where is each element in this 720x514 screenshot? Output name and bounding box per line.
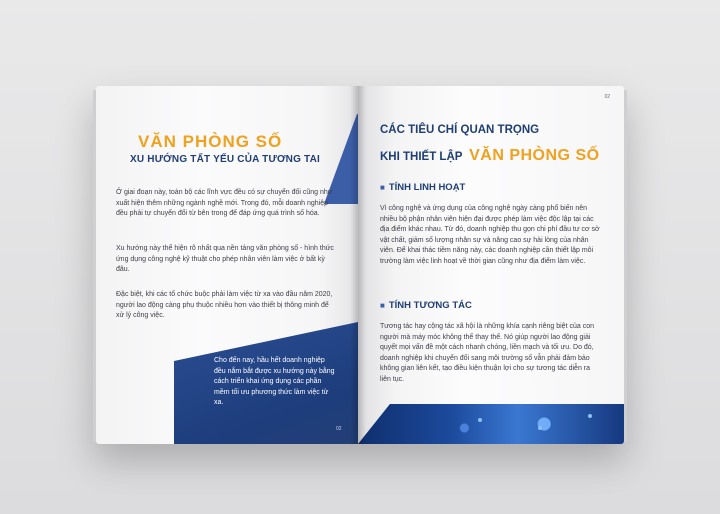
section-text-flexibility: Vì công nghệ và ứng dụng của công nghệ ngày càng phổ biến nên nhiều bộ phận nhân viên hiện đại được phép làm việc độc lập tại các địa điểm khác nhau. Từ đó, doanh nghiệp thu gọn chi phí đầu tư cơ sở vật chất, giảm số lượng nhân sự và nâng cao sự hài lòng của nhân viên. Để khai thác tiềm năng này, các doanh nghiệp cần thiết lập môi trường làm việc linh hoạt về thời gian cũng như địa điểm làm việc. xyxy=(380,205,600,265)
glow-dot xyxy=(538,426,542,430)
right-page-number: 02 xyxy=(604,94,610,100)
right-page xyxy=(358,86,624,444)
left-title: VĂN PHÒNG SỐ xyxy=(138,132,283,151)
section-heading-interaction xyxy=(380,300,472,311)
right-title-plain: KHI THIẾT LẬP xyxy=(380,151,463,163)
right-title-accent: VĂN PHÒNG SỐ xyxy=(469,147,600,164)
bullet-icon: ■ xyxy=(380,301,385,310)
left-page xyxy=(96,86,358,444)
section-heading-text: TÍNH TƯƠNG TÁC xyxy=(388,300,472,311)
section-heading-flexibility xyxy=(380,182,465,193)
highlight-text: Cho đến nay, hầu hết doanh nghiệp đều nắm bắt được xu hướng này bằng cách triển khai ứng dụng các phần mềm tối ưu phương thức làm việc từ xa. xyxy=(214,357,335,406)
right-title-line-1: CÁC TIÊU CHÍ QUAN TRỌNG xyxy=(380,124,540,136)
booklet-mockup xyxy=(96,86,624,444)
section-text-interaction: Tương tác hay cộng tác xã hội là những khía cạnh riêng biệt của con người mà máy móc không thể thay thế. Nó giúp người lao động giải quyết mọi vấn đề một cách nhanh chóng, liền mạch và tối ưu. Do đó, doanh nghiệp khi chuyển đổi sang môi trường số vẫn phải đảm bảo không gian liên kết, tạo điều kiện thuận lợi cho sự tương tác diễn ra liên tục. xyxy=(380,323,594,383)
glow-dot xyxy=(588,414,592,418)
technology-image-band xyxy=(358,404,624,444)
left-page-number: 02 xyxy=(336,426,342,432)
right-title-line-2 xyxy=(380,139,600,167)
section-heading-text: TÍNH LINH HOẠT xyxy=(388,182,466,193)
left-paragraph-1: Ở giai đoạn này, toàn bộ các lĩnh vực đều có sự chuyển đổi cũng như xuất hiện thêm những ngành nghề mới. Trong đó, mỗi doanh nghiệp đều phải tự chuyển đổi từ bên trong để đáp ứng quá trình số hóa. xyxy=(116,189,333,217)
glow-dot xyxy=(478,418,482,422)
bullet-icon: ■ xyxy=(380,183,385,192)
left-paragraph-2: Xu hướng này thể hiện rõ nhất qua nền tảng văn phòng số - hình thức ứng dụng công nghệ kỹ thuật cho phép nhân viên làm việc ở bất kỳ đâu. xyxy=(116,245,334,273)
left-paragraph-3: Đặc biệt, khi các tổ chức buộc phải làm việc từ xa vào đầu năm 2020, người lao động càng phụ thuộc nhiều hơn vào thiết bị thông minh để xử lý công việc. xyxy=(116,291,333,319)
left-subtitle: XU HƯỚNG TẤT YẾU CỦA TƯƠNG TAI xyxy=(130,154,321,165)
